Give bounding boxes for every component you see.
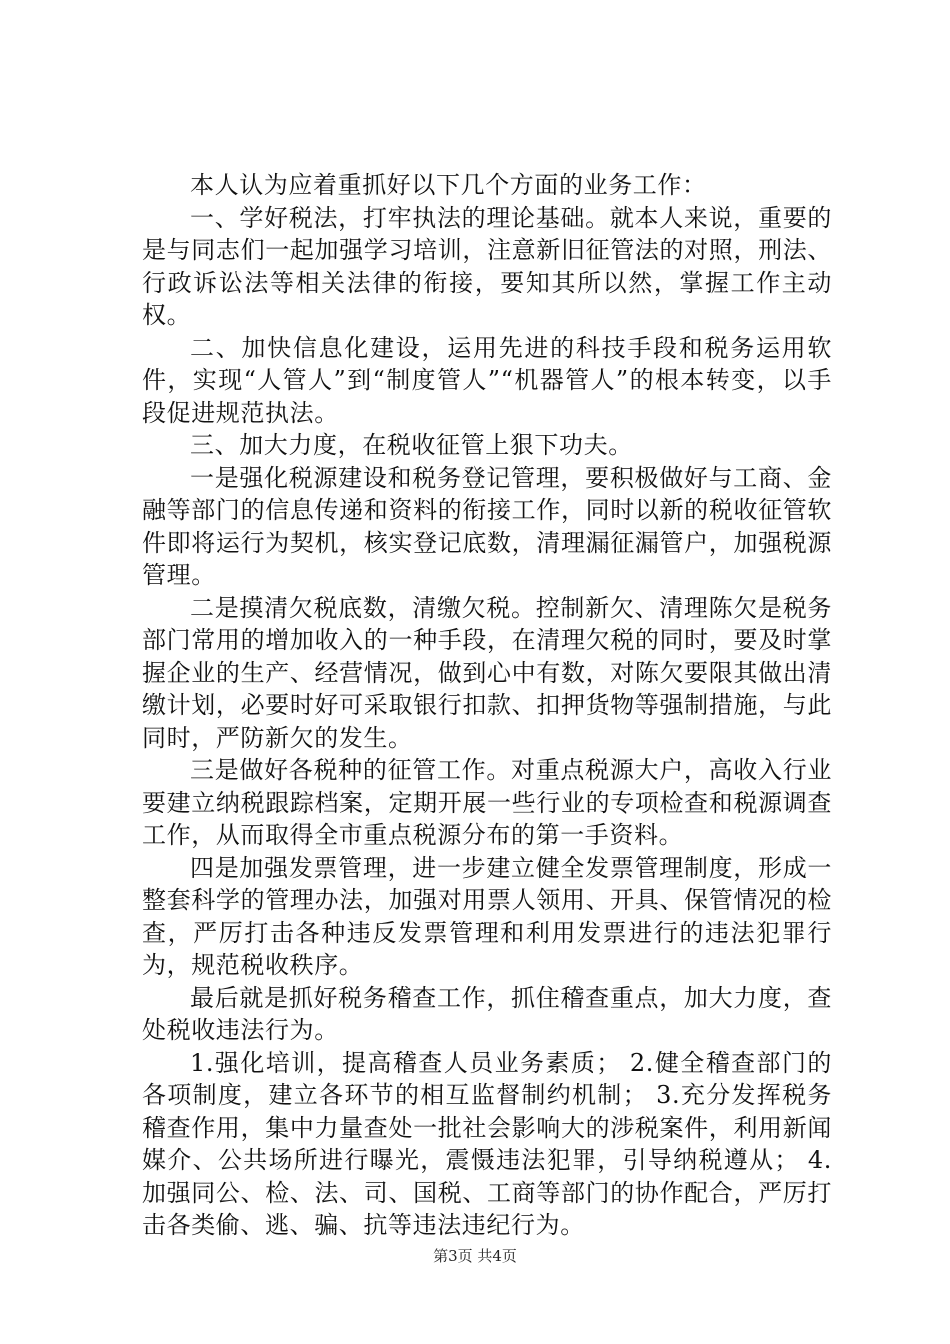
page-footer: 第3页 共4页 [433, 1247, 517, 1265]
paragraph-section-2: 二、加快信息化建设，运用先进的科技手段和税务运用软件，实现“人管人”到“制度管人”“机器管人”的根本转变，以手段促进规范执法。 [142, 333, 832, 427]
document-body [142, 169, 832, 1242]
paragraph-section-1: 一、学好税法，打牢执法的理论基础。就本人来说，重要的是与同志们一起加强学习培训，注意新旧征管法的对照，刑法、行政诉讼法等相关法律的衔接，要知其所以然，掌握工作主动权。 [142, 203, 832, 329]
paragraph-measures: 1.强化培训，提高稽查人员业务素质； 2.健全稽查部门的各项制度，建立各环节的相互监督制约机制； 3.充分发挥税务稽查作用，集中力量查处一批社会影响大的涉税案件，利用新闻媒介、公共场所进行曝光，震慑违法犯罪，引导纳税遵从； 4.加强同公、检、法、司、国税、工商等部门的协作配合，严厉打击各类偷、逃、骗、抗等违法违纪行为。 [142, 1048, 832, 1239]
paragraph-item-3: 三是做好各税种的征管工作。对重点税源大户，高收入行业要建立纳税跟踪档案，定期开展一些行业的专项检查和税源调查工作，从而取得全市重点税源分布的第一手资料。 [142, 756, 832, 849]
paragraph-item-4: 四是加强发票管理，进一步建立健全发票管理制度，形成一整套科学的管理办法，加强对用票人领用、开具、保管情况的检查，严厉打击各种违反发票管理和利用发票进行的违法犯罪行为，规范税收秩序。 [142, 853, 832, 979]
paragraph-final: 最后就是抓好税务稽查工作，抓住稽查重点，加大力度，查处税收违法行为。 [142, 983, 832, 1044]
paragraph-item-1: 一是强化税源建设和税务登记管理，要积极做好与工商、金融等部门的信息传递和资料的衔接工作，同时以新的税收征管软件即将运行为契机，核实登记底数，清理漏征漏管户，加强税源管理。 [142, 463, 832, 589]
paragraph-intro: 本人认为应着重抓好以下几个方面的业务工作： [190, 171, 707, 199]
paragraph-section-3: 三、加大力度，在税收征管上狠下功夫。 [190, 431, 633, 459]
paragraph-item-2: 二是摸清欠税底数，清缴欠税。控制新欠、清理陈欠是税务部门常用的增加收入的一种手段，在清理欠税的同时，要及时掌握企业的生产、经营情况，做到心中有数，对陈欠要限其做出清缴计划，必要时好可采取银行扣款、扣押货物等强制措施，与此同时，严防新欠的发生。 [142, 593, 832, 752]
